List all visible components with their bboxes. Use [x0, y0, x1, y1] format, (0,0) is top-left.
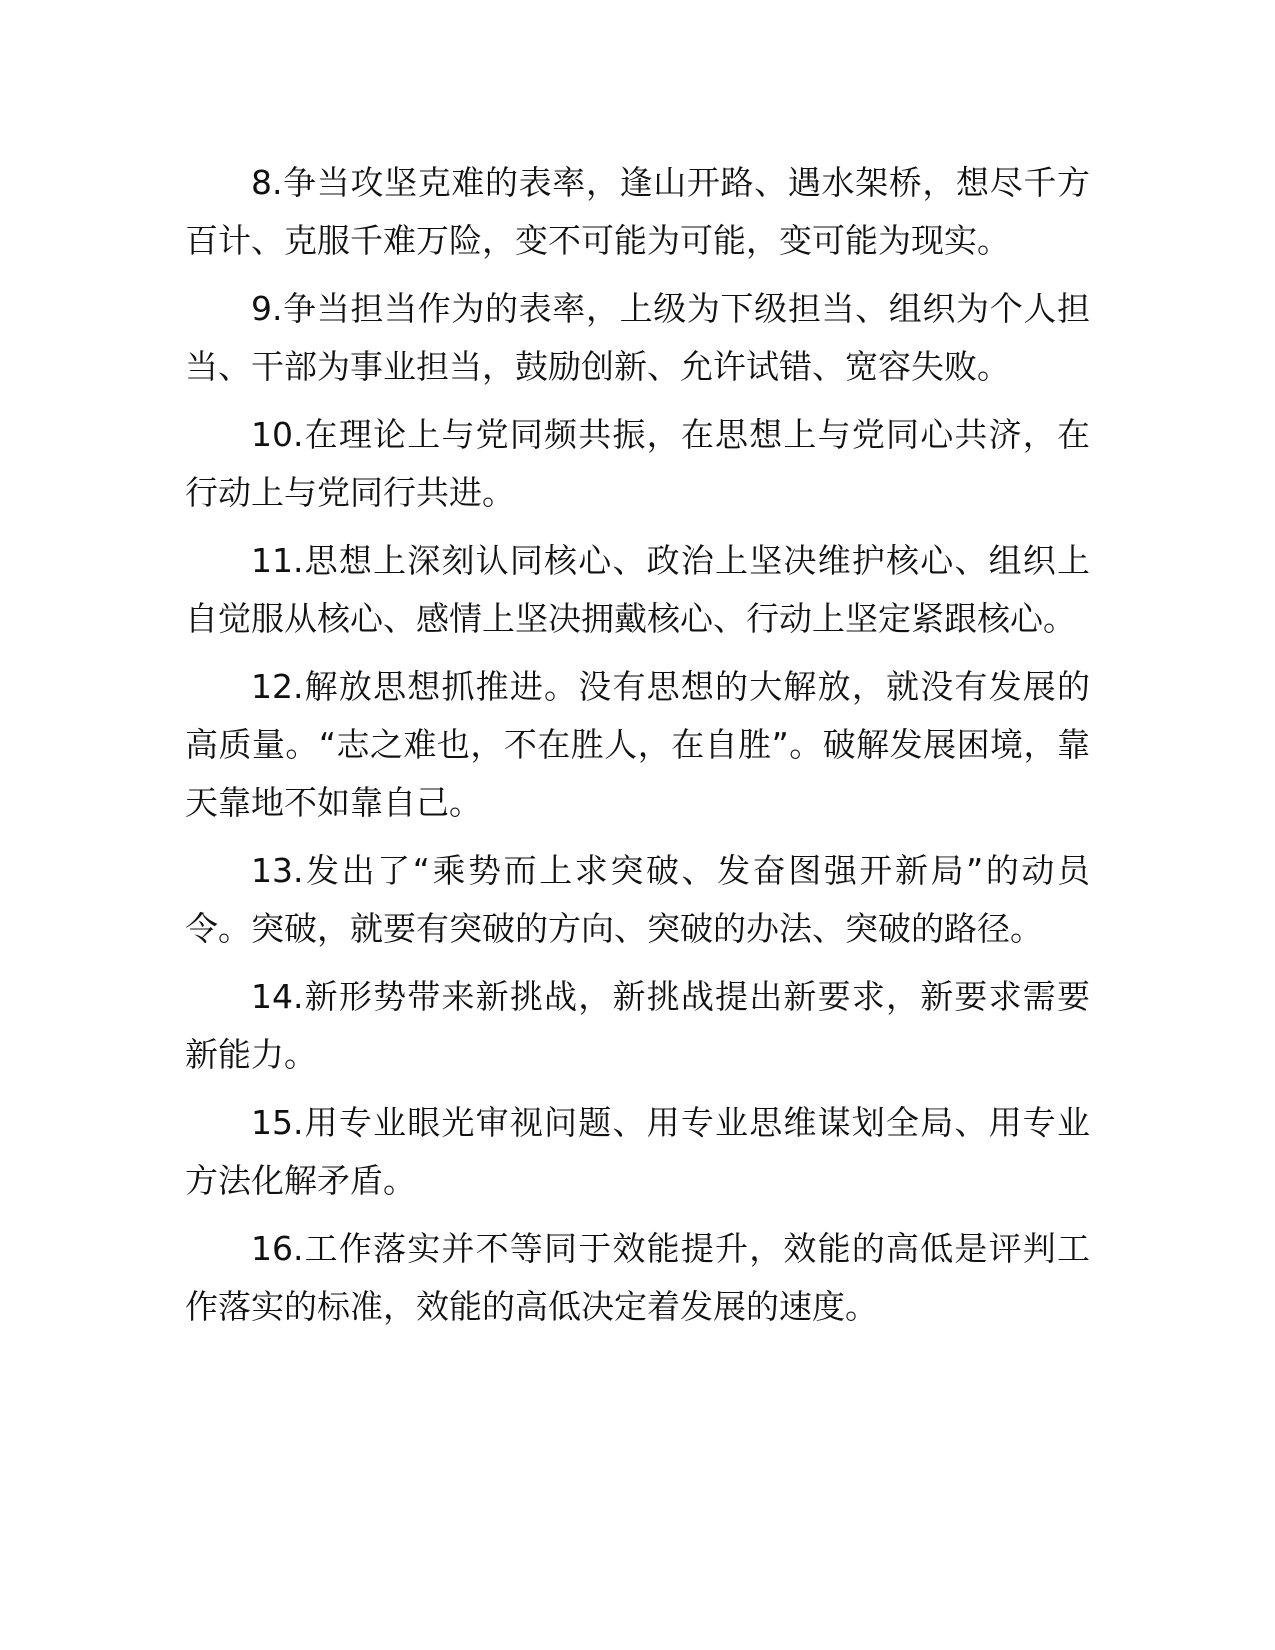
- document-body: [185, 154, 1090, 1346]
- paragraph-15: 15.用专业眼光审视问题、用专业思维谋划全局、用专业方法化解矛盾。: [185, 1103, 1090, 1200]
- paragraph-10: 10.在理论上与党同频共振，在思想上与党同心共济，在行动上与党同行共进。: [185, 415, 1090, 512]
- paragraph-8: 8.争当攻坚克难的表率，逢山开路、遇水架桥，想尽千方百计、克服千难万险，变不可能为可能，变可能为现实。: [185, 163, 1090, 260]
- paragraph-14: 14.新形势带来新挑战，新挑战提出新要求，新要求需要新能力。: [185, 977, 1090, 1074]
- paragraph-9: 9.争当担当作为的表率，上级为下级担当、组织为个人担当、干部为事业担当，鼓励创新、允许试错、宽容失败。: [185, 289, 1090, 386]
- paragraph-16: 16.工作落实并不等同于效能提升，效能的高低是评判工作落实的标准，效能的高低决定着发展的速度。: [185, 1229, 1090, 1326]
- paragraph-12: 12.解放思想抓推进。没有思想的大解放，就没有发展的高质量。“志之难也，不在胜人，在自胜”。破解发展困境，靠天靠地不如靠自己。: [185, 667, 1090, 822]
- paragraph-11: 11.思想上深刻认同核心、政治上坚决维护核心、组织上自觉服从核心、感情上坚决拥戴核心、行动上坚定紧跟核心。: [185, 541, 1090, 638]
- paragraph-13: 13.发出了“乘势而上求突破、发奋图强开新局”的动员令。突破，就要有突破的方向、突破的办法、突破的路径。: [185, 851, 1090, 948]
